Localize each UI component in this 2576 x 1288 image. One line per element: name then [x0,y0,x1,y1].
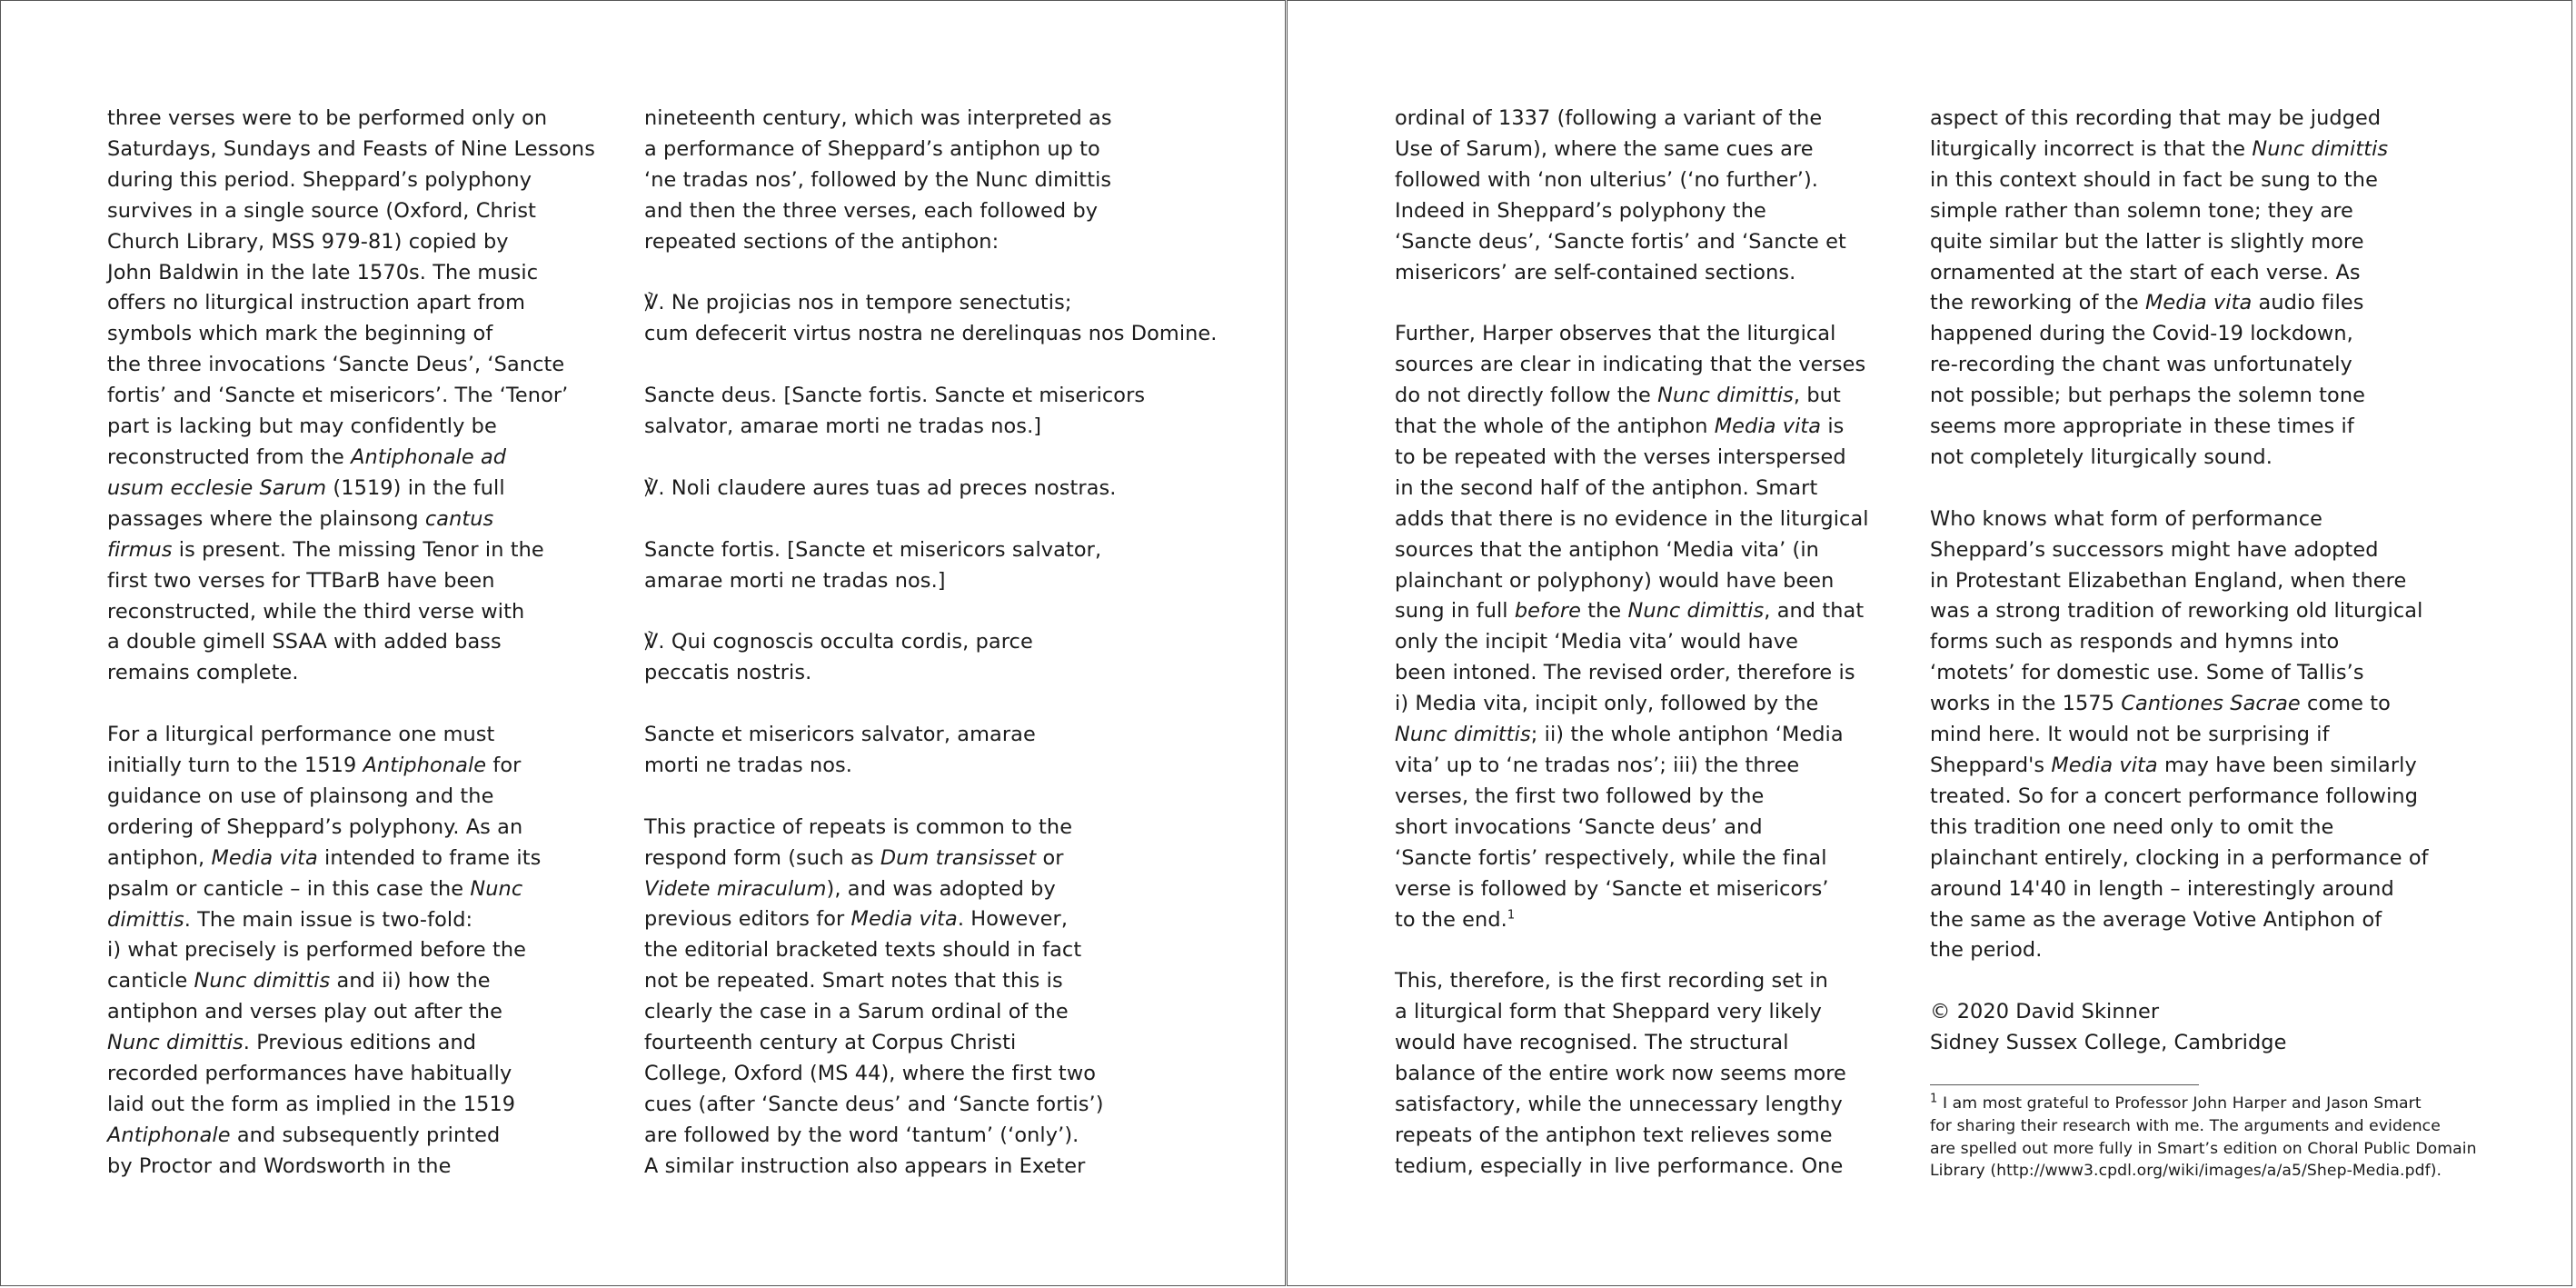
footnote [1930,1093,2493,1183]
left-page-column-2 [644,104,1226,1183]
text-run: ; ii) the whole antiphon ‘Media [1530,723,1844,747]
italic-title: Nunc dimittis [1395,723,1531,747]
text-line: i) what precisely is performed before the [107,938,526,963]
italic-title: Antiphonale ad [351,444,507,469]
text-line [107,504,616,535]
italic-title: Nunc dimittis [1627,599,1765,624]
text-line: not completely liturgically sound. [1930,444,2273,469]
italic-title: Media vita [2051,754,2158,778]
text-line [107,966,616,997]
text-line: not possible; but perhaps the solemn tone [1930,384,2366,408]
text-line: sources are clear in indicating that the verses [1395,353,1866,377]
text-line: For a liturgical performance one must [107,723,495,747]
verse-line: peccatis nostris. [644,661,812,685]
text-line [1930,751,2493,782]
text-run: , and that [1764,599,1865,624]
text-line: A similar instruction also appears in Exeter [644,1153,1086,1178]
footnote-marker: 1 [1930,1092,1938,1106]
text-line: vita’ up to ‘ne tradas nos’; iii) the three [1395,754,1800,778]
text-run: (1519) in the full [326,475,505,500]
text-run: for [486,754,522,778]
text-line [1395,720,1904,751]
paragraph-gap [644,443,1226,474]
italic-title: Media vita [1714,414,1822,439]
text-line: College, Oxford (MS 44), where the first two [644,1061,1097,1085]
text-run: reconstructed from the [107,444,352,469]
text-line: Further, Harper observes that the liturgical [1395,322,1836,346]
text-line: in the second half of the antiphon. Smart [1395,475,1818,500]
text-run: Sheppard's [1930,754,2052,778]
text-run: or [1036,845,1064,870]
text-line: ornamented at the start of each verse. As [1930,260,2361,285]
text-line: laid out the form as implied in the 1519 [107,1092,516,1116]
text-line: plainchant entirely, clocking in a performance of [1930,845,2429,870]
affiliation-line: Sidney Sussex College, Cambridge [1930,1031,2287,1055]
text-run: the reworking of the [1930,291,2145,315]
verse-line: ℣. Ne projicias nos in tempore senectutis; [644,291,1072,315]
right-page-column-2 [1930,104,2493,1183]
text-line [107,443,616,474]
left-page [0,0,1286,1286]
text-line: misericors’ are self-contained sections. [1395,260,1796,285]
text-line: forms such as responds and hymns into [1930,630,2340,654]
paragraph-gap [644,782,1226,813]
text-line: during this period. Sheppard’s polyphony [107,167,532,192]
verse-line: ℣. Qui cognoscis occulta cordis, parce [644,630,1033,654]
text-line: a liturgical form that Sheppard very likely [1395,1000,1822,1024]
text-line [1395,381,1904,412]
italic-title: dimittis [107,907,184,932]
text-line: three verses were to be performed only on [107,106,548,130]
text-run: previous editors for [644,907,851,932]
text-run: works in the 1575 [1930,692,2122,716]
text-line [1395,596,1904,627]
text-run: ), and was adopted by [826,876,1056,901]
italic-term: before [1514,599,1581,624]
text-line [644,904,1226,935]
text-line: remains complete. [107,661,299,685]
text-line [107,474,616,504]
copyright-line: © 2020 David Skinner [1930,1000,2160,1024]
text-line: part is lacking but may confidently be [107,414,497,439]
text-line: aspect of this recording that may be judged [1930,106,2382,130]
text-line: Saturdays, Sundays and Feasts of Nine Lessons [107,136,595,161]
text-line: verses, the first two followed by the [1395,784,1765,808]
text-line: the period. [1930,938,2043,963]
respond-line: Sancte fortis. [Sancte et misericors salvator, [644,537,1102,562]
text-line: mind here. It would not be surprising if [1930,723,2330,747]
text-line: happened during the Covid-19 lockdown, [1930,322,2353,346]
text-line: nineteenth century, which was interpreted as [644,106,1112,130]
text-line: cues (after ‘Sancte deus’ and ‘Sancte fortis’) [644,1092,1104,1116]
footnote-line [1930,1093,2493,1115]
text-line: John Baldwin in the late 1570s. The music [107,260,539,285]
text-run: and ii) how the [330,969,491,993]
text-run: sung in full [1395,599,1515,624]
text-line [1930,288,2493,319]
text-line: first two verses for TTBarB have been [107,568,495,593]
text-line [1930,135,2493,165]
text-line: in Protestant Elizabethan England, when there [1930,568,2407,593]
text-line: ‘motets’ for domestic use. Some of Tallis’s [1930,661,2364,685]
text-run: passages where the plainsong [107,506,425,531]
text-run: liturgically incorrect is that the [1930,136,2253,161]
text-run: is present. The missing Tenor in the [172,537,544,562]
paragraph-gap [107,689,616,720]
text-line: offers no liturgical instruction apart from [107,291,525,315]
text-run: to the end. [1395,907,1507,932]
text-run: . The main issue is two-fold: [184,907,473,932]
paragraph-gap [1930,966,2493,997]
text-run: do not directly follow the [1395,384,1658,408]
footnote-reference: 1 [1507,908,1516,923]
text-line: would have recognised. The structural [1395,1031,1789,1055]
paragraph-gap [644,689,1226,720]
text-line: been intoned. The revised order, therefore is [1395,661,1855,685]
text-line: by Proctor and Wordsworth in the [107,1153,452,1178]
italic-title: Nunc dimittis [1657,384,1794,408]
text-line: are followed by the word ‘tantum’ (‘only’). [644,1123,1079,1147]
italic-title: Dum transisset [880,845,1037,870]
italic-term: firmus [107,537,173,562]
text-line: Church Library, MSS 979-81) copied by [107,229,509,254]
text-line: and then the three verses, each followed by [644,198,1099,223]
footnote-line: Library (http://www3.cpdl.org/wiki/images/a/a5/Shep-Media.pdf). [1930,1162,2442,1181]
italic-title: Media vita [211,845,318,870]
italic-title: Nunc dimittis [194,969,331,993]
text-run: antiphon, [107,845,212,870]
italic-title: usum ecclesie Sarum [107,475,327,500]
text-line: Who knows what form of performance [1930,506,2323,531]
text-line: not be repeated. Smart notes that this is [644,969,1063,993]
text-line [644,844,1226,874]
verse-line: cum defecerit virtus nostra ne derelinquas nos Domine. [644,322,1218,346]
text-line [1930,689,2493,720]
italic-title: Nunc [470,876,523,901]
text-line: i) Media vita, incipit only, followed by the [1395,692,1819,716]
right-page-column-1 [1395,104,1904,1183]
text-line: Use of Sarum), where the same cues are [1395,136,1814,161]
italic-title: Media vita [2144,291,2253,315]
text-line: to be repeated with the verses interspersed [1395,444,1846,469]
respond-line: salvator, amarae morti ne tradas nos.] [644,414,1042,439]
text-line: the three invocations ‘Sancte Deus’, ‘Sancte [107,353,565,377]
text-line: plainchant or polyphony) would have been [1395,568,1835,593]
verse-line: ℣. Noli claudere aures tuas ad preces nostras. [644,475,1117,500]
text-line: ‘Sancte fortis’ respectively, while the final [1395,845,1827,870]
text-run: I am most grateful to Professor John Harper and Jason Smart [1937,1094,2422,1113]
text-line: around 14'40 in length – interestingly around [1930,876,2394,901]
text-line: ordering of Sheppard’s polyphony. As an [107,814,523,839]
respond-line: morti ne tradas nos. [644,753,853,777]
text-line: symbols which mark the beginning of [107,322,493,346]
text-line: verse is followed by ‘Sancte et misericors’ [1395,876,1829,901]
italic-title: Media vita [850,907,958,932]
text-run: canticle [107,969,194,993]
text-line: Sheppard’s successors might have adopted [1930,537,2379,562]
text-line: followed with ‘non ulterius’ (‘no further’). [1395,167,1819,192]
paragraph-gap [644,350,1226,381]
text-line: this tradition one need only to omit the [1930,814,2334,839]
text-line [107,1121,616,1152]
text-line [107,1028,616,1059]
text-run: audio files [2252,291,2364,315]
text-run: , but [1793,384,1841,408]
italic-title: Antiphonale [363,754,487,778]
text-line [107,535,616,566]
text-line: ‘Sancte deus’, ‘Sancte fortis’ and ‘Sancte et [1395,229,1846,254]
text-line: fourteenth century at Corpus Christi [644,1031,1017,1055]
text-run: come to [2300,692,2391,716]
text-line [107,844,616,874]
text-line: balance of the entire work now seems more [1395,1062,1846,1086]
text-line: treated. So for a concert performance following [1930,784,2419,808]
text-line: in this context should in fact be sung to the [1930,167,2378,192]
text-run: psalm or canticle – in this case the [107,876,471,901]
text-line: simple rather than solemn tone; they are [1930,198,2353,223]
paragraph-gap [1930,474,2493,504]
text-line: sources that the antiphon ‘Media vita’ (in [1395,537,1819,562]
italic-title: Nunc dimittis [107,1031,244,1055]
text-line: This, therefore, is the first recording set in [1395,969,1828,993]
text-line: Indeed in Sheppard’s polyphony the [1395,198,1766,223]
text-line: satisfactory, while the unnecessary lengthy [1395,1092,1843,1116]
text-line: fortis’ and ‘Sancte et misericors’. The ‘Tenor’ [107,384,569,408]
paragraph-gap [644,258,1226,289]
italic-term: cantus [424,506,494,531]
text-line: clearly the case in a Sarum ordinal of the [644,1000,1069,1024]
paragraph-gap [1395,935,1904,966]
text-line: This practice of repeats is common to the [644,814,1073,839]
text-run: . Previous editions and [243,1031,477,1055]
text-line: re-recording the chant was unfortunately [1930,353,2352,377]
text-line: guidance on use of plainsong and the [107,784,494,808]
footnote-divider [1930,1084,2199,1085]
text-line [1395,905,1904,936]
text-line: repeats of the antiphon text relieves some [1395,1123,1833,1147]
italic-title: Cantiones Sacrae [2121,692,2301,716]
italic-title: Antiphonale [107,1123,231,1147]
text-line [1395,412,1904,443]
right-page [1287,0,2572,1286]
text-line: short invocations ‘Sancte deus’ and [1395,814,1763,839]
text-line [107,751,616,782]
text-line: recorded performances have habitually [107,1062,512,1086]
text-line: survives in a single source (Oxford, Christ [107,198,537,223]
left-page-column-1 [107,104,616,1183]
text-run: may have been similarly [2157,754,2417,778]
respond-line: Sancte et misericors salvator, amarae [644,723,1036,747]
footnote-line: are spelled out more fully in Smart’s edition on Choral Public Domain [1930,1139,2477,1158]
respond-line: amarae morti ne tradas nos.] [644,568,946,593]
italic-title: Nunc dimittis [2252,136,2389,161]
paragraph-gap [644,596,1226,627]
text-line: the editorial bracketed texts should in fact [644,938,1082,963]
text-line: seems more appropriate in these times if [1930,414,2354,439]
text-line: was a strong tradition of reworking old liturgical [1930,599,2423,624]
text-line [107,905,616,936]
text-line: adds that there is no evidence in the liturgical [1395,506,1869,531]
text-line [107,874,616,905]
text-line: a double gimell SSAA with added bass [107,630,502,654]
text-run: the [1581,599,1628,624]
text-line: quite similar but the latter is slightly more [1930,229,2364,254]
footnote-line: for sharing their research with me. The arguments and evidence [1930,1116,2441,1135]
text-line: only the incipit ‘Media vita’ would have [1395,630,1798,654]
paragraph-gap [1395,288,1904,319]
text-run: respond form (such as [644,845,880,870]
text-run: that the whole of the antiphon [1395,414,1715,439]
text-line: a performance of Sheppard’s antiphon up to [644,136,1100,161]
respond-line: Sancte deus. [Sancte fortis. Sancte et misericors [644,384,1146,408]
text-run: and subsequently printed [230,1123,501,1147]
text-line [644,874,1226,905]
text-run: . However, [957,907,1069,932]
text-line: ‘ne tradas nos’, followed by the Nunc dimittis [644,167,1112,192]
italic-title: Videte miraculum [644,876,827,901]
paragraph-gap [644,504,1226,535]
text-line: repeated sections of the antiphon: [644,229,1000,254]
text-line: tedium, especially in live performance. One [1395,1153,1844,1178]
text-run: intended to frame its [317,845,542,870]
text-run: is [1821,414,1845,439]
text-run: initially turn to the 1519 [107,754,363,778]
text-line: the same as the average Votive Antiphon of [1930,907,2382,932]
text-line: reconstructed, while the third verse with [107,599,525,624]
text-line: antiphon and verses play out after the [107,1000,502,1024]
text-line: ordinal of 1337 (following a variant of the [1395,106,1823,130]
